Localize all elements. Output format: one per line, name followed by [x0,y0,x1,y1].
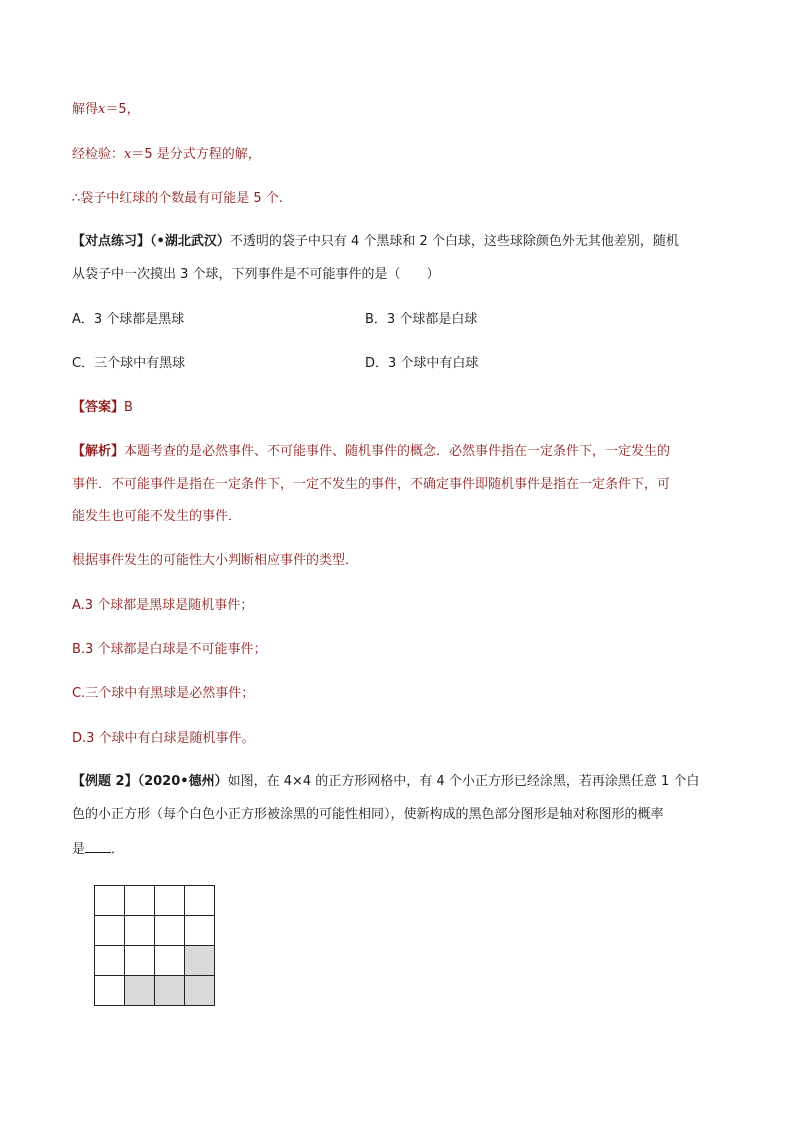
option-b: B．3 个球都是白球 [365,312,478,327]
grid-cell [95,976,125,1006]
grid-cell [125,916,155,946]
example-line-2: 色的小正方形（每个白色小正方形被涂黑的可能性相同），使新构成的黑色部分图形是轴对称图形的概率 [72,807,664,822]
practice-question-line-1 [72,233,679,251]
answer-line [72,399,133,417]
analysis-tag: 【解析】 [72,444,125,459]
grid-cell [95,916,125,946]
grid-cell-shaded [185,946,215,976]
grid-cell [125,886,155,916]
grid-cell [155,946,185,976]
grid-cell-shaded [155,976,185,1006]
solution-line-1 [72,101,140,119]
example-line-3-suffix: ． [111,842,125,857]
grid-cell [185,916,215,946]
option-d: D．3 个球中有白球 [365,356,479,371]
grid-cell [95,886,125,916]
grid-cell [95,946,125,976]
example-line-3 [72,838,124,859]
grid-cell [125,946,155,976]
analysis-line-4: 根据事件发生的可能性大小判断相应事件的类型． [72,553,359,568]
example-text-1: 如图，在 4×4 的正方形网格中，有 4 个小正方形已经涂黑，若再涂黑任意 1 个白 [227,774,700,789]
analysis-line-1 [72,443,670,461]
grid-cell [185,886,215,916]
answer-value: B [124,400,133,415]
solution-line-1-prefix: 解得 [72,102,99,117]
analysis-item-a: A.3 个球都是黑球是随机事件； [72,598,254,613]
variable-x: x [124,147,132,162]
square-grid-figure [94,885,215,1006]
example-source: （2020•德州） [137,774,228,789]
practice-tag: 【对点练习】 [72,234,151,249]
grid-cell [155,886,185,916]
analysis-line-2: 事件．不可能事件是指在一定条件下，一定不发生的事件，不确定事件即随机事件是指在一定条件下，可 [72,477,671,492]
analysis-line-3: 能发生也可能不发生的事件． [72,509,242,524]
practice-text-1: 不透明的袋子中只有 4 个黑球和 2 个白球，这些球除颜色外无其他差别，随机 [229,234,679,249]
solution-conclusion: ∴袋子中红球的个数最有可能是 5 个. [72,191,283,206]
option-c: C．三个球中有黑球 [72,356,186,371]
grid-cell [155,916,185,946]
practice-question-line-2: 从袋子中一次摸出 3 个球，下列事件是不可能事件的是（ ） [72,267,440,282]
answer-tag: 【答案】 [72,400,125,415]
example-line-3-prefix: 是 [72,842,86,857]
answer-blank [85,838,111,853]
analysis-item-c: C.三个球中有黑球是必然事件； [72,686,255,701]
option-a: A．3 个球都是黑球 [72,312,185,327]
solution-line-2-rest: ＝5 是分式方程的解， [131,147,261,162]
example-line-1 [72,773,699,791]
solution-line-2 [72,146,261,164]
example-tag: 【例题 2】 [72,774,138,789]
solution-line-2-prefix: 经检验： [72,147,125,162]
solution-line-1-rest: ＝5， [105,102,140,117]
grid-cell-shaded [185,976,215,1006]
practice-source: （•湖北武汉） [150,234,230,249]
analysis-item-d: D.3 个球中有白球是随机事件。 [72,731,255,746]
variable-x: x [98,102,106,117]
analysis-item-b: B.3 个球都是白球是不可能事件； [72,642,267,657]
analysis-text-1: 本题考查的是必然事件、不可能事件、随机事件的概念．必然事件指在一定条件下，一定发生的 [124,444,671,459]
grid-cell-shaded [125,976,155,1006]
